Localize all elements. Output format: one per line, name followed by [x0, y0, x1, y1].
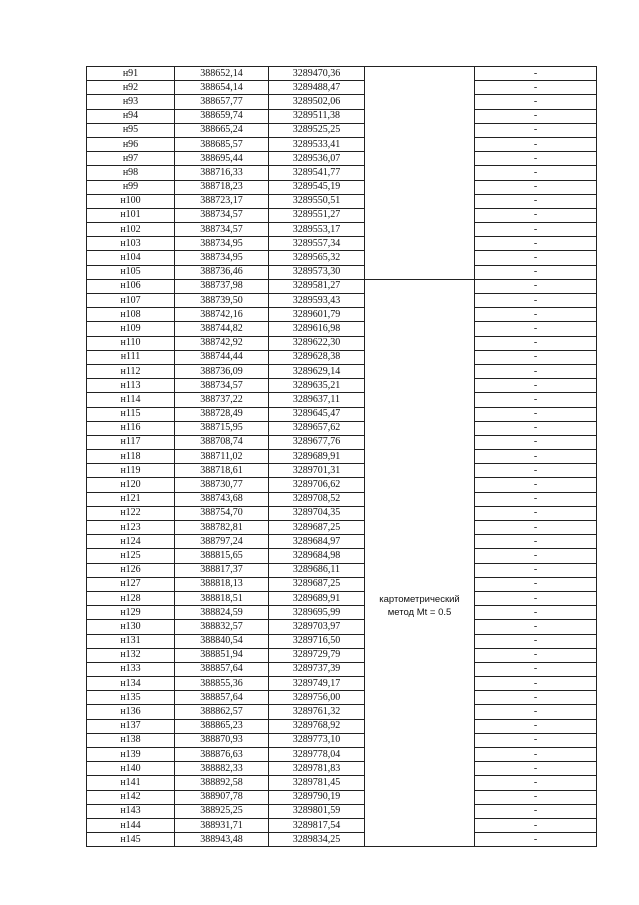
y-coordinate-cell: 3289593,43: [269, 294, 365, 308]
table-row: [87, 393, 597, 407]
x-coordinate-cell: 388817,37: [175, 563, 269, 577]
y-coordinate-cell: 3289773,10: [269, 733, 365, 747]
x-coordinate-cell: 388734,57: [175, 379, 269, 393]
point-name-cell: н129: [87, 606, 175, 620]
y-coordinate-cell: 3289689,91: [269, 591, 365, 605]
x-coordinate-cell: 388742,16: [175, 308, 269, 322]
point-name-cell: н142: [87, 790, 175, 804]
point-name-cell: н117: [87, 435, 175, 449]
point-name-cell: н93: [87, 95, 175, 109]
accuracy-cell: -: [475, 804, 597, 818]
accuracy-cell: -: [475, 237, 597, 251]
point-name-cell: н123: [87, 521, 175, 535]
point-name-cell: н91: [87, 67, 175, 81]
table-row: [87, 577, 597, 591]
x-coordinate-cell: 388840,54: [175, 634, 269, 648]
accuracy-cell: -: [475, 591, 597, 605]
x-coordinate-cell: 388708,74: [175, 435, 269, 449]
x-coordinate-cell: 388711,02: [175, 450, 269, 464]
x-coordinate-cell: 388892,58: [175, 776, 269, 790]
point-name-cell: н102: [87, 223, 175, 237]
table-row: [87, 719, 597, 733]
point-name-cell: н96: [87, 137, 175, 151]
table-row: [87, 322, 597, 336]
x-coordinate-cell: 388737,22: [175, 393, 269, 407]
table-row: [87, 194, 597, 208]
x-coordinate-cell: 388734,57: [175, 223, 269, 237]
x-coordinate-cell: 388744,82: [175, 322, 269, 336]
y-coordinate-cell: 3289695,99: [269, 606, 365, 620]
accuracy-cell: -: [475, 279, 597, 293]
accuracy-cell: -: [475, 350, 597, 364]
y-coordinate-cell: 3289551,27: [269, 208, 365, 222]
accuracy-cell: -: [475, 818, 597, 832]
table-row: [87, 137, 597, 151]
table-row: [87, 279, 597, 293]
coordinates-table-body: [87, 67, 597, 847]
point-name-cell: н126: [87, 563, 175, 577]
accuracy-cell: -: [475, 634, 597, 648]
y-coordinate-cell: 3289716,50: [269, 634, 365, 648]
y-coordinate-cell: 3289708,52: [269, 492, 365, 506]
accuracy-cell: -: [475, 776, 597, 790]
table-row: [87, 180, 597, 194]
x-coordinate-cell: 388734,95: [175, 251, 269, 265]
y-coordinate-cell: 3289601,79: [269, 308, 365, 322]
point-name-cell: н97: [87, 152, 175, 166]
table-row: [87, 379, 597, 393]
point-name-cell: н136: [87, 705, 175, 719]
accuracy-cell: -: [475, 563, 597, 577]
table-row: [87, 95, 597, 109]
point-name-cell: н121: [87, 492, 175, 506]
x-coordinate-cell: 388851,94: [175, 648, 269, 662]
point-name-cell: н120: [87, 478, 175, 492]
table-row: [87, 521, 597, 535]
x-coordinate-cell: 388925,25: [175, 804, 269, 818]
x-coordinate-cell: 388743,68: [175, 492, 269, 506]
accuracy-cell: -: [475, 265, 597, 279]
y-coordinate-cell: 3289801,59: [269, 804, 365, 818]
x-coordinate-cell: 388870,93: [175, 733, 269, 747]
x-coordinate-cell: 388657,77: [175, 95, 269, 109]
point-name-cell: н144: [87, 818, 175, 832]
accuracy-cell: -: [475, 152, 597, 166]
y-coordinate-cell: 3289768,92: [269, 719, 365, 733]
x-coordinate-cell: 388685,57: [175, 137, 269, 151]
table-row: [87, 818, 597, 832]
table-row: [87, 308, 597, 322]
accuracy-cell: -: [475, 81, 597, 95]
point-name-cell: н130: [87, 620, 175, 634]
x-coordinate-cell: 388734,57: [175, 208, 269, 222]
point-name-cell: н125: [87, 549, 175, 563]
table-row: [87, 152, 597, 166]
table-row: [87, 81, 597, 95]
table-row: [87, 733, 597, 747]
point-name-cell: н108: [87, 308, 175, 322]
point-name-cell: н113: [87, 379, 175, 393]
point-name-cell: н118: [87, 450, 175, 464]
y-coordinate-cell: 3289553,17: [269, 223, 365, 237]
y-coordinate-cell: 3289756,00: [269, 691, 365, 705]
table-row: [87, 435, 597, 449]
x-coordinate-cell: 388739,50: [175, 294, 269, 308]
y-coordinate-cell: 3289701,31: [269, 464, 365, 478]
accuracy-cell: -: [475, 364, 597, 378]
accuracy-cell: -: [475, 833, 597, 847]
accuracy-cell: -: [475, 677, 597, 691]
x-coordinate-cell: 388730,77: [175, 478, 269, 492]
point-name-cell: н122: [87, 506, 175, 520]
table-row: [87, 705, 597, 719]
y-coordinate-cell: 3289470,36: [269, 67, 365, 81]
x-coordinate-cell: 388744,44: [175, 350, 269, 364]
accuracy-cell: -: [475, 308, 597, 322]
x-coordinate-cell: 388754,70: [175, 506, 269, 520]
point-name-cell: н132: [87, 648, 175, 662]
accuracy-cell: -: [475, 251, 597, 265]
y-coordinate-cell: 3289687,25: [269, 521, 365, 535]
y-coordinate-cell: 3289686,11: [269, 563, 365, 577]
accuracy-cell: -: [475, 208, 597, 222]
point-name-cell: н119: [87, 464, 175, 478]
accuracy-cell: -: [475, 435, 597, 449]
accuracy-cell: -: [475, 407, 597, 421]
table-row: [87, 691, 597, 705]
y-coordinate-cell: 3289573,30: [269, 265, 365, 279]
accuracy-cell: -: [475, 549, 597, 563]
x-coordinate-cell: 388728,49: [175, 407, 269, 421]
accuracy-cell: -: [475, 379, 597, 393]
x-coordinate-cell: 388907,78: [175, 790, 269, 804]
x-coordinate-cell: 388734,95: [175, 237, 269, 251]
x-coordinate-cell: 388652,14: [175, 67, 269, 81]
table-row: [87, 364, 597, 378]
table-row: [87, 67, 597, 81]
accuracy-cell: -: [475, 223, 597, 237]
y-coordinate-cell: 3289488,47: [269, 81, 365, 95]
y-coordinate-cell: 3289706,62: [269, 478, 365, 492]
y-coordinate-cell: 3289684,97: [269, 535, 365, 549]
accuracy-cell: -: [475, 109, 597, 123]
y-coordinate-cell: 3289533,41: [269, 137, 365, 151]
table-row: [87, 208, 597, 222]
y-coordinate-cell: 3289817,54: [269, 818, 365, 832]
x-coordinate-cell: 388832,57: [175, 620, 269, 634]
x-coordinate-cell: 388654,14: [175, 81, 269, 95]
point-name-cell: н114: [87, 393, 175, 407]
table-row: [87, 336, 597, 350]
x-coordinate-cell: 388665,24: [175, 123, 269, 137]
y-coordinate-cell: 3289581,27: [269, 279, 365, 293]
accuracy-cell: -: [475, 748, 597, 762]
x-coordinate-cell: 388718,23: [175, 180, 269, 194]
table-row: [87, 450, 597, 464]
point-name-cell: н107: [87, 294, 175, 308]
point-name-cell: н115: [87, 407, 175, 421]
accuracy-cell: -: [475, 705, 597, 719]
table-row: [87, 506, 597, 520]
point-name-cell: н140: [87, 762, 175, 776]
table-row: [87, 294, 597, 308]
y-coordinate-cell: 3289550,51: [269, 194, 365, 208]
table-row: [87, 677, 597, 691]
point-name-cell: н103: [87, 237, 175, 251]
y-coordinate-cell: 3289781,83: [269, 762, 365, 776]
accuracy-cell: -: [475, 662, 597, 676]
x-coordinate-cell: 388862,57: [175, 705, 269, 719]
point-name-cell: н94: [87, 109, 175, 123]
x-coordinate-cell: 388931,71: [175, 818, 269, 832]
table-row: [87, 166, 597, 180]
accuracy-cell: -: [475, 577, 597, 591]
accuracy-cell: -: [475, 194, 597, 208]
point-name-cell: н112: [87, 364, 175, 378]
point-name-cell: н111: [87, 350, 175, 364]
y-coordinate-cell: 3289737,39: [269, 662, 365, 676]
point-name-cell: н141: [87, 776, 175, 790]
table-row: [87, 123, 597, 137]
table-row: [87, 833, 597, 847]
table-row: [87, 606, 597, 620]
y-coordinate-cell: 3289511,38: [269, 109, 365, 123]
table-row: [87, 350, 597, 364]
x-coordinate-cell: 388723,17: [175, 194, 269, 208]
x-coordinate-cell: 388824,59: [175, 606, 269, 620]
accuracy-cell: -: [475, 691, 597, 705]
y-coordinate-cell: 3289545,19: [269, 180, 365, 194]
point-name-cell: н135: [87, 691, 175, 705]
y-coordinate-cell: 3289635,21: [269, 379, 365, 393]
point-name-cell: н101: [87, 208, 175, 222]
accuracy-cell: -: [475, 620, 597, 634]
x-coordinate-cell: 388736,46: [175, 265, 269, 279]
point-name-cell: н145: [87, 833, 175, 847]
y-coordinate-cell: 3289616,98: [269, 322, 365, 336]
accuracy-cell: -: [475, 606, 597, 620]
table-row: [87, 535, 597, 549]
y-coordinate-cell: 3289622,30: [269, 336, 365, 350]
accuracy-cell: -: [475, 123, 597, 137]
table-row: [87, 591, 597, 605]
x-coordinate-cell: 388818,13: [175, 577, 269, 591]
table-row: [87, 407, 597, 421]
table-row: [87, 237, 597, 251]
table-row: [87, 648, 597, 662]
x-coordinate-cell: 388818,51: [175, 591, 269, 605]
point-name-cell: н98: [87, 166, 175, 180]
accuracy-cell: -: [475, 535, 597, 549]
x-coordinate-cell: 388695,44: [175, 152, 269, 166]
y-coordinate-cell: 3289729,79: [269, 648, 365, 662]
table-row: [87, 563, 597, 577]
y-coordinate-cell: 3289790,19: [269, 790, 365, 804]
x-coordinate-cell: 388737,98: [175, 279, 269, 293]
table-row: [87, 634, 597, 648]
x-coordinate-cell: 388718,61: [175, 464, 269, 478]
y-coordinate-cell: 3289834,25: [269, 833, 365, 847]
y-coordinate-cell: 3289657,62: [269, 421, 365, 435]
point-name-cell: н124: [87, 535, 175, 549]
table-row: [87, 223, 597, 237]
y-coordinate-cell: 3289502,06: [269, 95, 365, 109]
table-row: [87, 776, 597, 790]
table-row: [87, 662, 597, 676]
y-coordinate-cell: 3289637,11: [269, 393, 365, 407]
y-coordinate-cell: 3289628,38: [269, 350, 365, 364]
x-coordinate-cell: 388782,81: [175, 521, 269, 535]
accuracy-cell: -: [475, 166, 597, 180]
x-coordinate-cell: 388736,09: [175, 364, 269, 378]
point-name-cell: н92: [87, 81, 175, 95]
x-coordinate-cell: 388715,95: [175, 421, 269, 435]
point-name-cell: н106: [87, 279, 175, 293]
point-name-cell: н104: [87, 251, 175, 265]
x-coordinate-cell: 388742,92: [175, 336, 269, 350]
table-row: [87, 804, 597, 818]
x-coordinate-cell: 388815,65: [175, 549, 269, 563]
x-coordinate-cell: 388797,24: [175, 535, 269, 549]
y-coordinate-cell: 3289629,14: [269, 364, 365, 378]
x-coordinate-cell: 388857,64: [175, 691, 269, 705]
point-name-cell: н131: [87, 634, 175, 648]
table-row: [87, 464, 597, 478]
accuracy-cell: -: [475, 137, 597, 151]
y-coordinate-cell: 3289645,47: [269, 407, 365, 421]
x-coordinate-cell: 388876,63: [175, 748, 269, 762]
y-coordinate-cell: 3289565,32: [269, 251, 365, 265]
y-coordinate-cell: 3289781,45: [269, 776, 365, 790]
point-name-cell: н134: [87, 677, 175, 691]
table-row: [87, 265, 597, 279]
accuracy-cell: -: [475, 322, 597, 336]
accuracy-cell: -: [475, 648, 597, 662]
accuracy-cell: -: [475, 393, 597, 407]
x-coordinate-cell: 388659,74: [175, 109, 269, 123]
point-name-cell: н99: [87, 180, 175, 194]
point-name-cell: н109: [87, 322, 175, 336]
point-name-cell: н143: [87, 804, 175, 818]
point-name-cell: н128: [87, 591, 175, 605]
point-name-cell: н100: [87, 194, 175, 208]
y-coordinate-cell: 3289677,76: [269, 435, 365, 449]
x-coordinate-cell: 388716,33: [175, 166, 269, 180]
x-coordinate-cell: 388943,48: [175, 833, 269, 847]
coordinates-table: [86, 66, 597, 847]
accuracy-cell: -: [475, 762, 597, 776]
accuracy-cell: -: [475, 336, 597, 350]
table-row: [87, 251, 597, 265]
table-row: [87, 492, 597, 506]
accuracy-cell: -: [475, 790, 597, 804]
accuracy-cell: -: [475, 67, 597, 81]
point-name-cell: н127: [87, 577, 175, 591]
y-coordinate-cell: 3289525,25: [269, 123, 365, 137]
x-coordinate-cell: 388865,23: [175, 719, 269, 733]
y-coordinate-cell: 3289703,97: [269, 620, 365, 634]
y-coordinate-cell: 3289749,17: [269, 677, 365, 691]
point-name-cell: н139: [87, 748, 175, 762]
point-name-cell: н138: [87, 733, 175, 747]
point-name-cell: н110: [87, 336, 175, 350]
accuracy-cell: -: [475, 421, 597, 435]
x-coordinate-cell: 388882,33: [175, 762, 269, 776]
y-coordinate-cell: 3289704,35: [269, 506, 365, 520]
table-row: [87, 549, 597, 563]
accuracy-cell: -: [475, 180, 597, 194]
accuracy-cell: -: [475, 294, 597, 308]
accuracy-cell: -: [475, 506, 597, 520]
table-row: [87, 421, 597, 435]
y-coordinate-cell: 3289761,32: [269, 705, 365, 719]
y-coordinate-cell: 3289778,04: [269, 748, 365, 762]
y-coordinate-cell: 3289687,25: [269, 577, 365, 591]
point-name-cell: н116: [87, 421, 175, 435]
accuracy-cell: -: [475, 492, 597, 506]
table-row: [87, 620, 597, 634]
table-row: [87, 748, 597, 762]
y-coordinate-cell: 3289536,07: [269, 152, 365, 166]
y-coordinate-cell: 3289689,91: [269, 450, 365, 464]
accuracy-cell: -: [475, 478, 597, 492]
method-cell-empty: [365, 67, 475, 280]
table-row: [87, 762, 597, 776]
accuracy-cell: -: [475, 464, 597, 478]
table-row: [87, 109, 597, 123]
y-coordinate-cell: 3289684,98: [269, 549, 365, 563]
point-name-cell: н137: [87, 719, 175, 733]
table-row: [87, 790, 597, 804]
x-coordinate-cell: 388857,64: [175, 662, 269, 676]
point-name-cell: н95: [87, 123, 175, 137]
y-coordinate-cell: 3289541,77: [269, 166, 365, 180]
accuracy-cell: -: [475, 521, 597, 535]
accuracy-cell: -: [475, 450, 597, 464]
table-row: [87, 478, 597, 492]
accuracy-cell: -: [475, 95, 597, 109]
point-name-cell: н105: [87, 265, 175, 279]
accuracy-cell: -: [475, 733, 597, 747]
method-cell: картометрический метод Mt = 0.5: [365, 279, 475, 847]
x-coordinate-cell: 388855,36: [175, 677, 269, 691]
point-name-cell: н133: [87, 662, 175, 676]
y-coordinate-cell: 3289557,34: [269, 237, 365, 251]
accuracy-cell: -: [475, 719, 597, 733]
